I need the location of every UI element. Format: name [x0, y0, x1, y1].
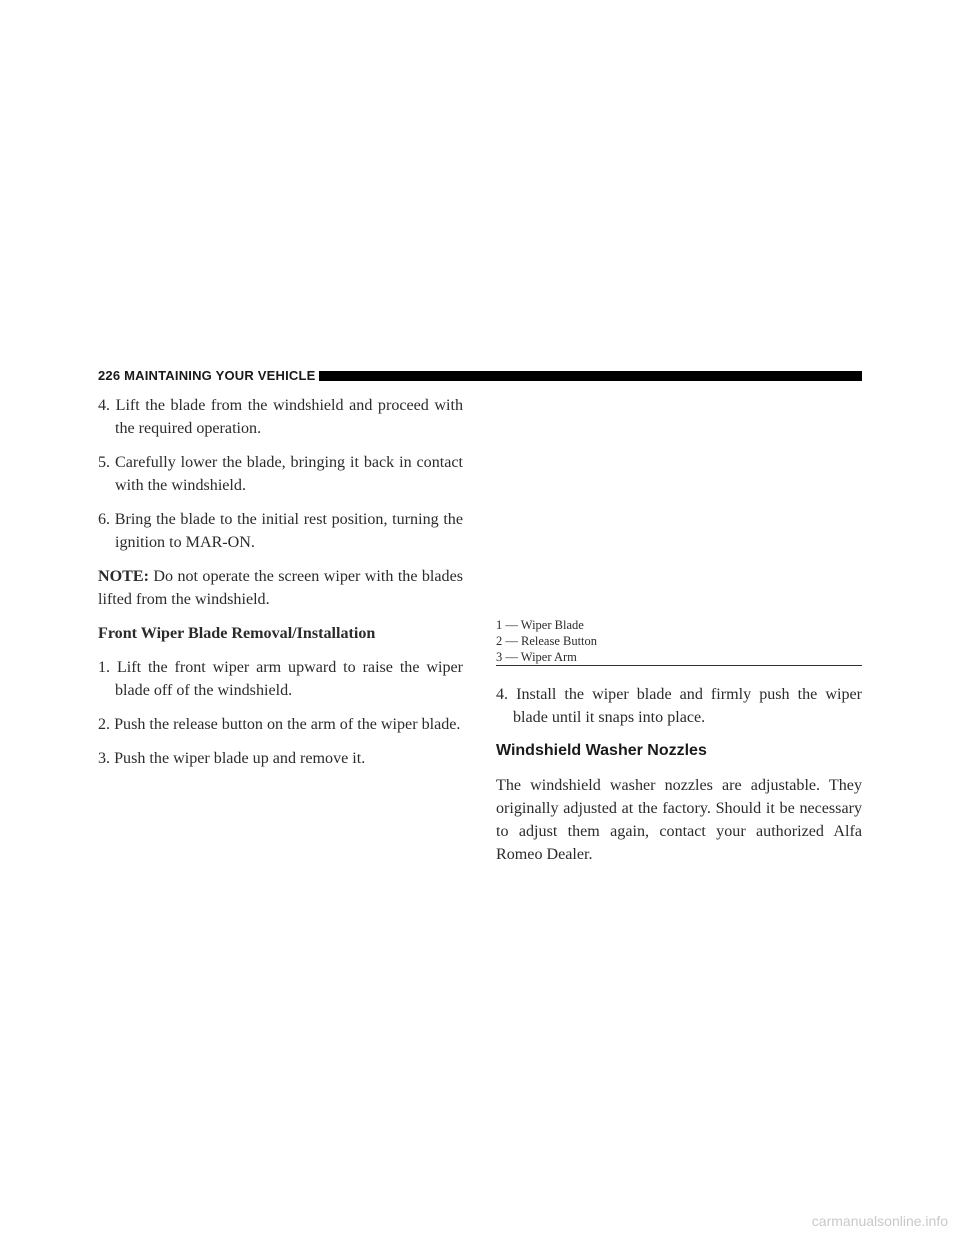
step-1-lift-arm: 1. Lift the front wiper arm upward to raise the wiper blade off of the windshield.: [98, 659, 463, 699]
note-label: NOTE:: [98, 568, 149, 585]
page-header: [98, 367, 862, 385]
step-6-rest-position: 6. Bring the blade to the initial rest position, turning the ignition to MAR-ON.: [98, 511, 463, 551]
watermark: [0, 1213, 960, 1229]
step-4-lift-blade: 4. Lift the blade from the windshield and proceed with the required operation.: [98, 397, 463, 437]
legend-item-wiper-arm: 3 — Wiper Arm: [496, 650, 577, 664]
right-column: [496, 683, 862, 877]
note-text: Do not operate the screen wiper with the blades lifted from the windshield.: [98, 568, 463, 608]
header-rule: [319, 371, 862, 381]
subheading-front-wiper: Front Wiper Blade Removal/Installation: [98, 625, 376, 642]
watermark-text: carmanualsonline.info: [811, 1213, 948, 1229]
heading-washer-nozzles: Windshield Washer Nozzles: [496, 742, 707, 759]
step-3-remove-blade: 3. Push the wiper blade up and remove it.: [98, 750, 366, 767]
legend-item-wiper-blade: 1 — Wiper Blade: [496, 618, 584, 632]
washer-nozzles-body: The windshield washer nozzles are adjustable. They originally adjusted at the factory. Should it be necessary to adjust them again, contact your authorized Alfa Romeo Dealer.: [496, 777, 862, 863]
step-2-push-release: 2. Push the release button on the arm of the wiper blade.: [98, 716, 461, 733]
figure-legend: [496, 617, 862, 665]
legend-item-release-button: 2 — Release Button: [496, 634, 598, 648]
step-4-install-blade: 4. Install the wiper blade and firmly push the wiper blade until it snaps into place.: [496, 686, 862, 726]
legend-divider: [496, 665, 862, 666]
note-paragraph: [98, 565, 463, 611]
left-column: [98, 394, 463, 781]
page-number-section-title: 226 MAINTAINING YOUR VEHICLE: [98, 368, 316, 383]
step-5-lower-blade: 5. Carefully lower the blade, bringing it back in contact with the windshield.: [98, 454, 463, 494]
